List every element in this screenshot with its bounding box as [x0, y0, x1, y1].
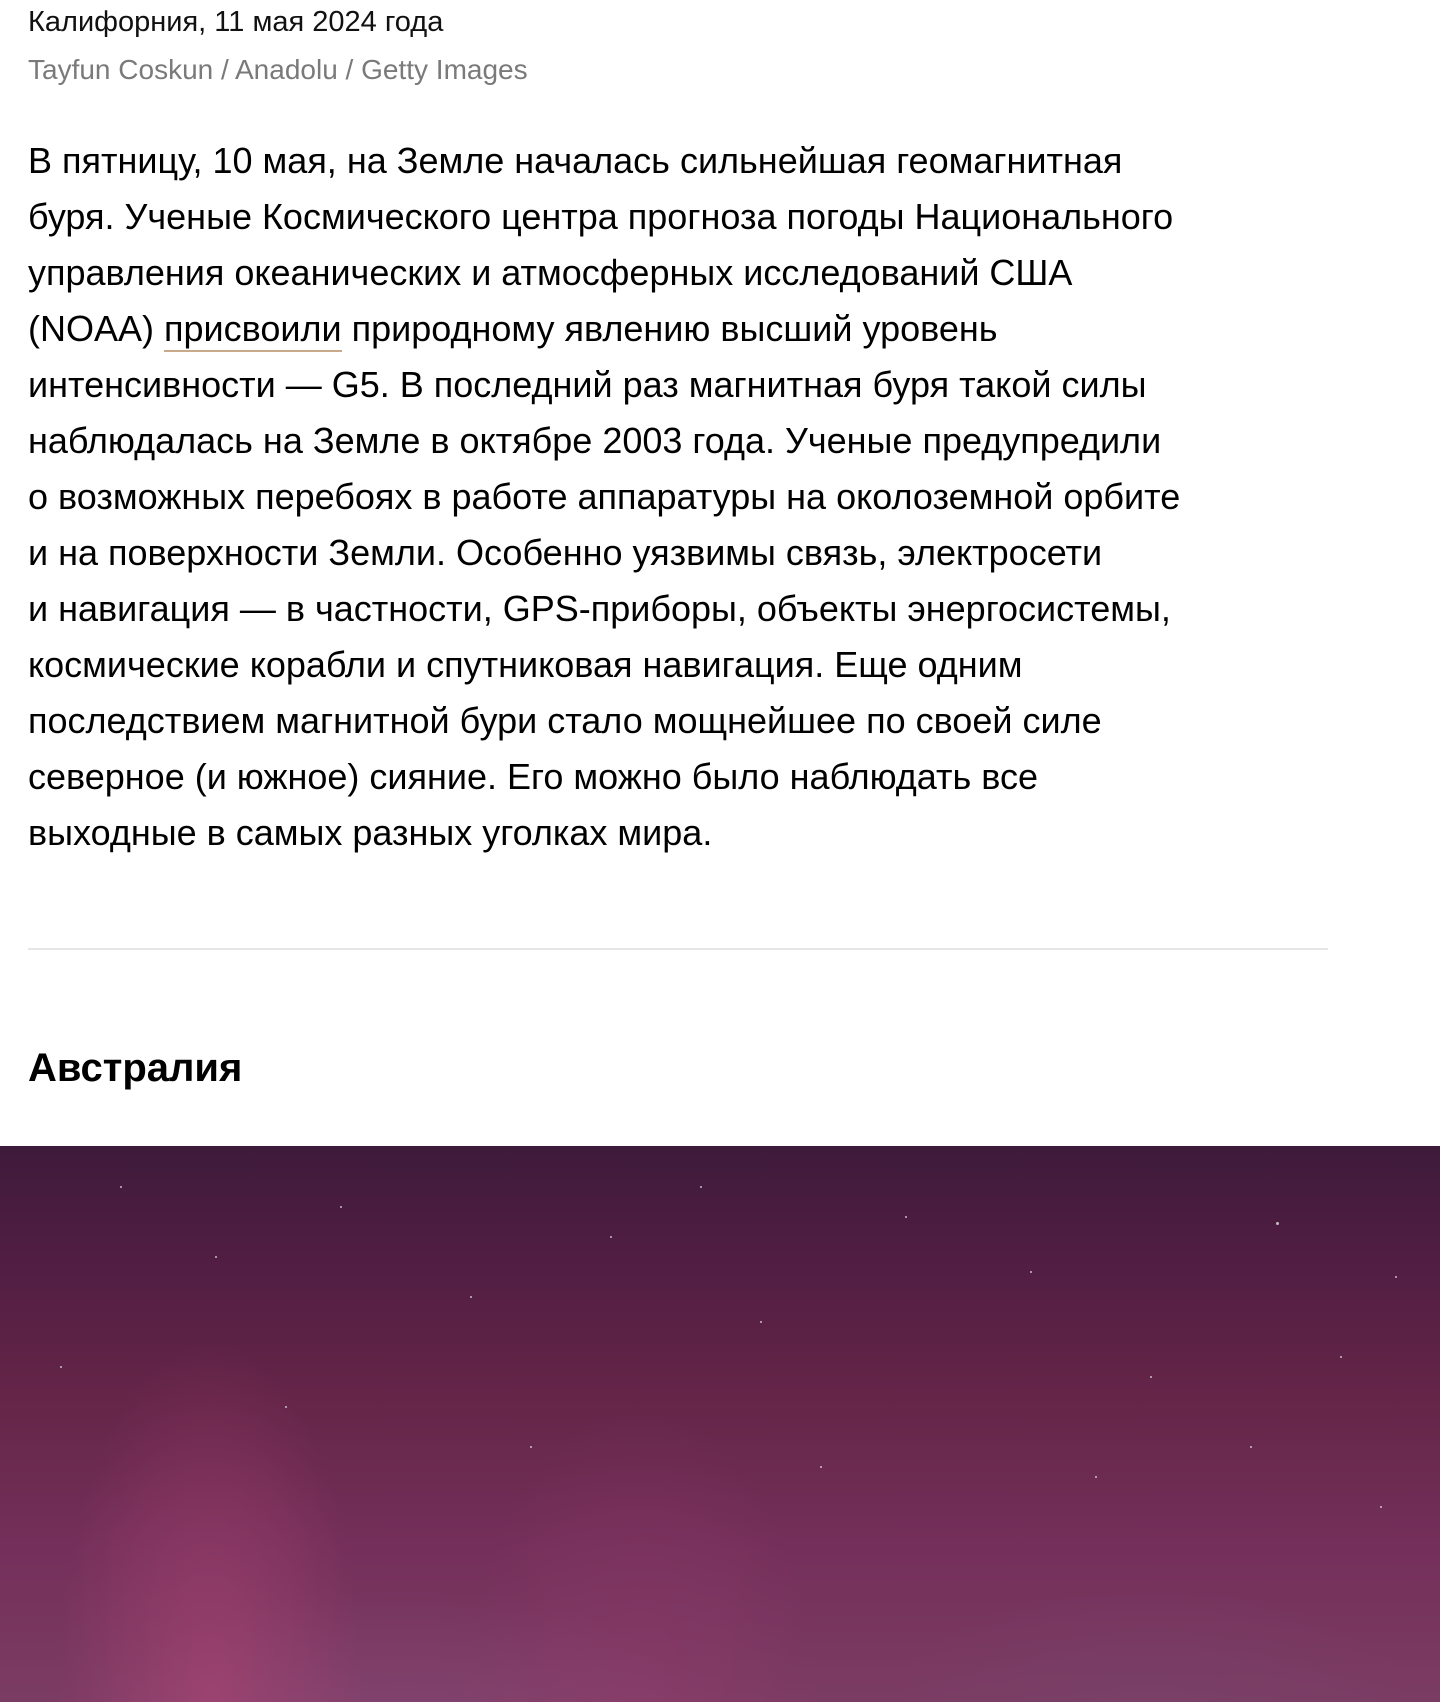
star: [1150, 1376, 1152, 1378]
article-line: о возможных перебоях в работе аппаратуры на околоземной орбите: [28, 476, 1181, 517]
article-line: [28, 301, 1348, 357]
star: [340, 1206, 342, 1208]
star: [1380, 1506, 1382, 1508]
photo-caption: Калифорния, 11 мая 2024 года: [28, 6, 444, 38]
article-line: буря. Ученые Космического центра прогноза погоды Национального: [28, 196, 1174, 237]
star: [1395, 1276, 1397, 1278]
section-divider: [28, 948, 1328, 950]
star: [120, 1186, 122, 1188]
star: [215, 1256, 217, 1258]
star: [1030, 1271, 1032, 1273]
star: [285, 1406, 287, 1408]
article-line: и на поверхности Земли. Особенно уязвимы связь, электросети: [28, 532, 1103, 573]
star: [610, 1236, 612, 1238]
article-line: наблюдалась на Земле в октябре 2003 года. Ученые предупредили: [28, 420, 1162, 461]
article-line: В пятницу, 10 мая, на Земле началась сильнейшая геомагнитная: [28, 140, 1123, 181]
star: [530, 1446, 532, 1448]
article-line: последствием магнитной бури стало мощнейшее по своей силе: [28, 700, 1102, 741]
article-line: выходные в самых разных уголках мира.: [28, 812, 713, 853]
star: [1095, 1476, 1097, 1478]
section-heading: Австралия: [28, 1046, 243, 1090]
aurora-photo[interactable]: [0, 1146, 1440, 1702]
article-paragraph: [28, 133, 1348, 861]
star: [1340, 1356, 1342, 1358]
star: [820, 1466, 822, 1468]
article-line: интенсивности — G5. В последний раз магнитная буря такой силы: [28, 364, 1147, 405]
article-line: космические корабли и спутниковая навигация. Еще одним: [28, 644, 1023, 685]
article-line-text: природному явлению высший уровень: [341, 308, 998, 349]
article-line: управления океанических и атмосферных исследований США: [28, 252, 1073, 293]
assigned-link[interactable]: присвоили: [164, 308, 342, 352]
article-line: северное (и южное) сияние. Его можно было наблюдать все: [28, 756, 1039, 797]
star: [1276, 1222, 1279, 1225]
star: [1250, 1446, 1252, 1448]
star: [60, 1366, 62, 1368]
star: [760, 1321, 762, 1323]
star: [905, 1216, 907, 1218]
star: [700, 1186, 702, 1188]
star: [470, 1296, 472, 1298]
photo-credit: Tayfun Coskun / Anadolu / Getty Images: [28, 54, 528, 85]
article-line: и навигация — в частности, GPS-приборы, объекты энергосистемы,: [28, 588, 1171, 629]
article-line-text: (NOAA): [28, 308, 165, 349]
